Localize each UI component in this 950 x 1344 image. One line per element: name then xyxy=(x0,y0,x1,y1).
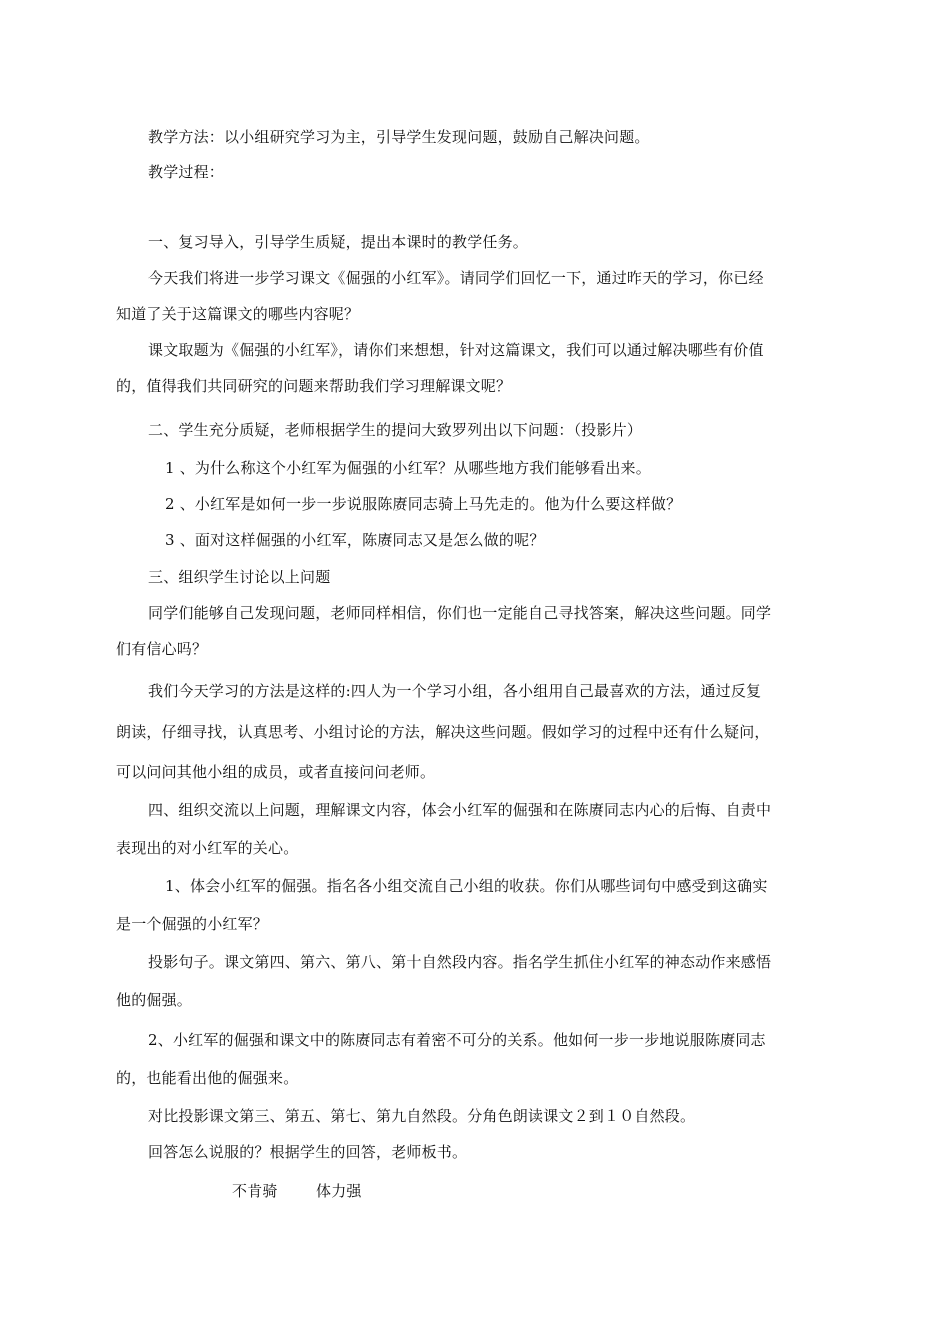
question-item-2: 2 、小红军是如何一步一步说服陈赓同志骑上马先走的。他为什么要这样做？ xyxy=(165,495,682,513)
section-3-heading: 三、组织学生讨论以上问题 xyxy=(148,568,331,586)
board-text-right: 体力强 xyxy=(316,1182,362,1200)
paragraph-line: 是一个倔强的小红军？ xyxy=(116,915,269,933)
paragraph-line: 课文取题为《倔强的小红军》，请你们来想想，针对这篇课文，我们可以通过解决哪些有价值 xyxy=(148,341,764,359)
paragraph-line: 今天我们将进一步学习课文《倔强的小红军》。请同学们回忆一下，通过昨天的学习，你已经 xyxy=(148,269,764,287)
paragraph-line: 们有信心吗？ xyxy=(116,640,208,658)
paragraph-line: 同学们能够自己发现问题，老师同样相信，你们也一定能自己寻找答案，解决这些问题。同学 xyxy=(148,604,772,622)
paragraph-line: 我们今天学习的方法是这样的:四人为一个学习小组，各小组用自己最喜欢的方法，通过反复 xyxy=(148,682,762,700)
paragraph-line: 投影句子。课文第四、第六、第八、第十自然段内容。指名学生抓住小红军的神态动作来感悟 xyxy=(148,953,772,971)
teaching-process-heading: 教学过程： xyxy=(148,163,225,181)
paragraph-line: 回答怎么说服的？根据学生的回答，老师板书。 xyxy=(148,1143,468,1161)
paragraph-line: 对比投影课文第三、第五、第七、第九自然段。分角色朗读课文２到１０自然段。 xyxy=(148,1107,696,1125)
paragraph-line: 可以问问其他小组的成员，或者直接问问老师。 xyxy=(116,763,436,781)
paragraph-line: 1、体会小红军的倔强。指名各小组交流自己小组的收获。你们从哪些词句中感受到这确实 xyxy=(165,877,768,895)
question-item-3: 3 、面对这样倔强的小红军，陈赓同志又是怎么做的呢？ xyxy=(165,531,545,549)
section-1-heading: 一、复习导入，引导学生质疑，提出本课时的教学任务。 xyxy=(148,233,529,251)
paragraph-line: 的，值得我们共同研究的问题来帮助我们学习理解课文呢？ xyxy=(116,377,512,395)
paragraph-line: 的，也能看出他的倔强来。 xyxy=(116,1069,299,1087)
paragraph-line: 他的倔强。 xyxy=(116,991,193,1009)
question-item-1: 1 、为什么称这个小红军为倔强的小红军？从哪些地方我们能够看出来。 xyxy=(165,459,651,477)
paragraph-line: 知道了关于这篇课文的哪些内容呢？ xyxy=(116,305,360,323)
section-4-heading: 四、组织交流以上问题，理解课文内容，体会小红军的倔强和在陈赓同志内心的后悔、自责中 xyxy=(148,801,772,819)
paragraph-line: 2、小红军的倔强和课文中的陈赓同志有着密不可分的关系。他如何一步一步地说服陈赓同志 xyxy=(148,1031,766,1049)
section-2-heading: 二、学生充分质疑，老师根据学生的提问大致罗列出以下问题：（投影片） xyxy=(148,421,643,439)
teaching-method-line: 教学方法：以小组研究学习为主，引导学生发现问题，鼓励自己解决问题。 xyxy=(148,128,650,146)
paragraph-line: 表现出的对小红军的关心。 xyxy=(116,839,299,857)
board-text-left: 不肯骑 xyxy=(232,1182,278,1200)
paragraph-line: 朗读，仔细寻找，认真思考、小组讨论的方法，解决这些问题。假如学习的过程中还有什么疑问， xyxy=(116,723,770,741)
